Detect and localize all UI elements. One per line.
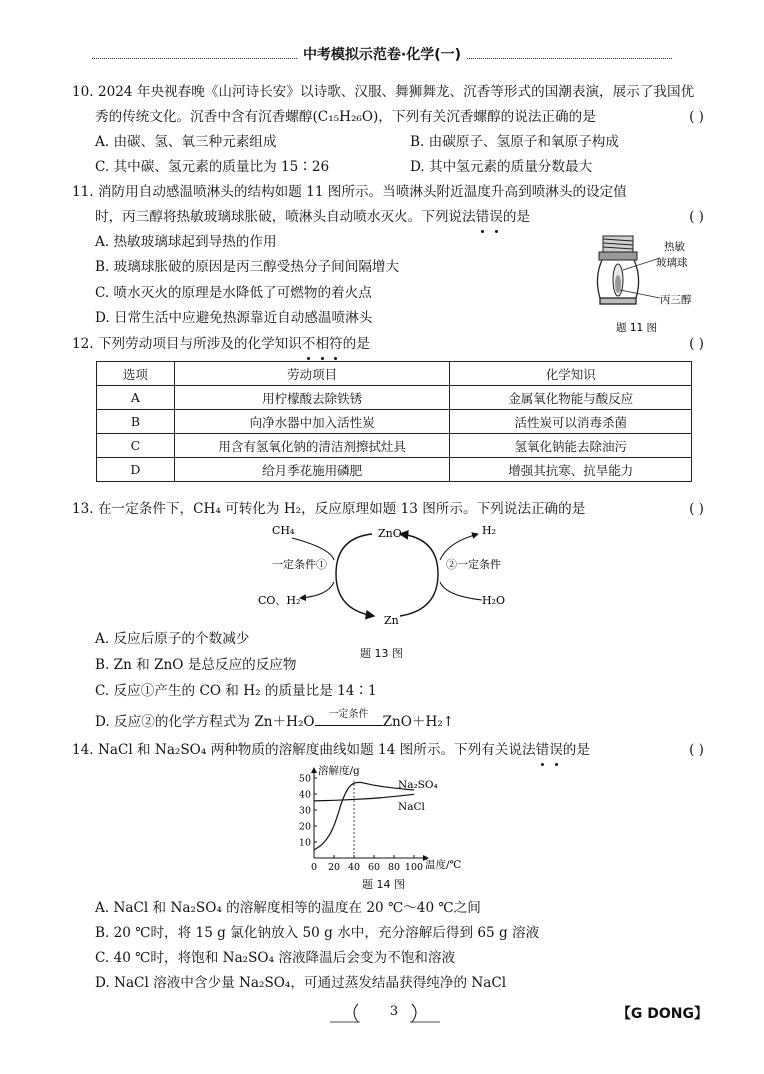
- emphasis-char: 错: [476, 205, 490, 230]
- series-label-na2so4: Na₂SO₄: [398, 779, 438, 791]
- reaction-condition-text: 一定条件: [328, 709, 369, 720]
- y-tick-label: 50: [298, 773, 311, 785]
- q14-line-1: [72, 738, 704, 763]
- q14-solubility-chart: [290, 764, 490, 894]
- q12-stem-emphasis: [302, 336, 343, 352]
- sprinkler-thread-icon: [599, 236, 637, 260]
- q13-option-d-pre: D. 反应②的化学方程式为 Zn＋H₂O: [95, 714, 315, 730]
- fig11-caption: 题 11 图: [616, 322, 658, 334]
- table-cell: 氢氧化钠能去除油污: [450, 434, 692, 458]
- header-dotted-rule-left: [92, 49, 297, 59]
- q11-emph-text: [476, 209, 503, 225]
- fig13-arrow-h2-out: [440, 534, 478, 560]
- fig13-arc-left: [336, 534, 374, 616]
- q11-option-a: A. 热敏玻璃球起到导热的作用: [95, 234, 277, 250]
- table-cell: 金属氧化物能与酸反应: [450, 386, 692, 410]
- table-cell: 用柠檬酸去除铁锈: [174, 386, 450, 410]
- q12-table: [96, 361, 692, 482]
- q14-stem-emphasis: [536, 742, 563, 758]
- table-cell: 用含有氢氧化钠的清洁剂擦拭灶具: [174, 434, 450, 458]
- y-tick-label: 20: [298, 821, 311, 833]
- table-header-cell: 化学知识: [450, 362, 692, 386]
- table-header-row: [97, 362, 692, 386]
- brand-mark: 【G DONG】: [616, 1006, 708, 1022]
- q13-cycle-diagram: [250, 520, 530, 640]
- question-12: [72, 332, 704, 357]
- table-row: [97, 434, 692, 458]
- table-cell: C: [97, 434, 175, 458]
- table-header-cell: 劳动项目: [174, 362, 450, 386]
- header-title: 中考模拟示范卷·化学(一): [302, 47, 462, 63]
- chart-y-axis-label: 溶解度/g: [318, 765, 360, 777]
- glass-bulb-icon: [613, 264, 623, 296]
- q11-stem-emphasis: [476, 209, 503, 225]
- q14-emph-text: [536, 742, 563, 758]
- question-10: [72, 80, 704, 130]
- q14-option-d: D. NaCl 溶液中含少量 Na₂SO₄，可通过蒸发结晶获得纯净的 NaCl: [95, 975, 507, 991]
- fig13-label-zn: Zn: [384, 614, 399, 627]
- q10-option-a: A. 由碳、氢、氧三种元素组成: [95, 134, 277, 150]
- y-tick-label: 10: [298, 837, 311, 849]
- q11-stem-pre: 时，丙三醇将热敏玻璃球胀破，喷淋头自动喷水灭火。下列说法: [95, 209, 476, 225]
- table-cell: 增强其抗寒、抗旱能力: [450, 458, 692, 482]
- q14-option-c: C. 40 ℃时，将饱和 Na₂SO₄ 溶液降温后会变为不饱和溶液: [95, 950, 456, 966]
- fig11-label-thermal: 热敏: [664, 241, 685, 253]
- q14-stem-pre: 14. NaCl 和 Na₂SO₄ 两种物质的溶解度曲线如题 14 图所示。下列有关说法: [72, 742, 536, 758]
- page-number: 3: [389, 1004, 399, 1019]
- reaction-condition-bar: [315, 725, 383, 726]
- table-cell: D: [97, 458, 175, 482]
- q10-stem: 秀的传统文化。沉香中含有沉香螺醇(C₁₅H₂₆O)，下列有关沉香螺醇的说法正确的是: [95, 109, 596, 125]
- chart-x-axis-label: 温度/℃: [425, 859, 462, 871]
- question-14: [72, 738, 704, 763]
- emphasis-char: 符: [329, 332, 343, 357]
- page-header: [92, 44, 672, 64]
- q11-stem-post: 的是: [502, 209, 530, 225]
- table-header-cell: 选项: [97, 362, 175, 386]
- fig13-label-cond2: ②一定条件: [446, 558, 501, 571]
- q10-line-2: [72, 105, 704, 130]
- header-dotted-rule-right: [467, 49, 672, 59]
- emphasis-char: 不: [302, 332, 316, 357]
- x-tick-label: 40: [347, 862, 361, 873]
- q11-sprinkler-figure: [590, 228, 710, 340]
- emphasis-char: 误: [489, 205, 503, 230]
- q13-option-c: C. 反应①产生的 CO 和 H₂ 的质量比是 14∶1: [95, 683, 377, 699]
- q12-emph-text: [302, 336, 343, 352]
- q10-option-b: B. 由碳原子、氢原子和氧原子构成: [410, 134, 619, 150]
- table-cell: B: [97, 410, 175, 434]
- q11-option-d: D. 日常生活中应避免热源靠近自动感温喷淋头: [95, 310, 373, 326]
- question-11: [72, 180, 704, 230]
- series-line-na2so4: [314, 782, 414, 850]
- table-cell: A: [97, 386, 175, 410]
- q14-stem-post: 的是: [562, 742, 590, 758]
- x-tick-label: 100: [404, 862, 424, 873]
- emphasis-char: 相: [315, 332, 329, 357]
- fig13-arrow-co-h2-out: [300, 582, 334, 598]
- q14-option-b: B. 20 ℃时，将 15 g 氯化钠放入 50 g 水中，充分溶解后得到 65 g 溶液: [95, 925, 540, 941]
- fig14-caption: 题 14 图: [362, 878, 405, 891]
- q12-stem-pre: 12. 下列劳动项目与所涉及的化学知识: [72, 336, 302, 352]
- q13-stem: 13. 在一定条件下，CH₄ 可转化为 H₂，反应原理如题 13 图所示。下列说法正确的是: [72, 501, 586, 517]
- fig13-label-ch4: CH₄: [272, 524, 295, 537]
- fig13-label-co-h2: CO、H₂: [258, 594, 301, 607]
- fig13-label-h2: H₂: [482, 524, 497, 537]
- reaction-condition: [315, 709, 383, 726]
- q12-line-1: [72, 332, 704, 357]
- series-line-nacl: [314, 794, 414, 801]
- series-label-nacl: NaCl: [398, 801, 425, 813]
- fig13-label-zno: ZnO: [378, 527, 402, 540]
- q10-line-1: 10. 2024 年央视春晚《山河诗长安》以诗歌、汉服、舞狮舞龙、沉香等形式的国潮表演，展示了我国优: [72, 84, 695, 100]
- q13-option-b: B. Zn 和 ZnO 是总反应的反应物: [95, 657, 297, 673]
- x-tick-label: 60: [367, 862, 381, 873]
- q10-option-c: C. 其中碳、氢元素的质量比为 15∶26: [95, 159, 330, 175]
- q10-option-d: D. 其中氢元素的质量分数最大: [410, 159, 593, 175]
- glycerol-leader-line: [620, 290, 660, 298]
- question-13: [72, 497, 704, 522]
- q13-option-d-post: ZnO＋H₂↑: [382, 714, 455, 730]
- chart-series: [314, 782, 414, 850]
- q13-option-d: [95, 710, 454, 735]
- x-tick-label: 80: [387, 862, 401, 873]
- fig13-arc-right: [400, 534, 438, 616]
- emphasis-char: 误: [549, 738, 563, 763]
- q11-line-1: 11. 消防用自动感温喷淋头的结构如题 11 图所示。当喷淋头附近温度升高到喷淋头的设定值: [72, 184, 627, 200]
- fig13-label-h2o: H₂O: [482, 594, 506, 607]
- q10-answer-paren: ( ): [689, 109, 704, 125]
- fig13-arrow-ch4-in: [292, 538, 334, 560]
- table-row: [97, 410, 692, 434]
- y-tick-label: 40: [298, 789, 311, 801]
- q13-line-1: [72, 497, 704, 522]
- q14-answer-paren: ( ): [689, 742, 704, 758]
- fig13-caption: 题 13 图: [360, 647, 403, 660]
- q12-answer-paren: ( ): [689, 336, 704, 352]
- table-cell: 给月季花施用磷肥: [174, 458, 450, 482]
- table-row: [97, 458, 692, 482]
- emphasis-char: 错: [536, 738, 550, 763]
- y-tick-label: 30: [298, 805, 311, 817]
- q11-option-b: B. 玻璃球胀破的原因是丙三醇受热分子间间隔增大: [95, 259, 400, 275]
- x-tick-label: 20: [327, 862, 341, 873]
- fig13-arrow-h2o-in: [440, 582, 482, 600]
- fig11-label-bulb: 玻璃球: [656, 257, 688, 269]
- table-row: [97, 386, 692, 410]
- q12-stem-post: 的是: [342, 336, 370, 352]
- q11-option-c: C. 喷水灭火的原理是水降低了可燃物的着火点: [95, 285, 372, 301]
- q14-option-a: A. NaCl 和 Na₂SO₄ 的溶解度相等的温度在 20 ℃～40 ℃之间: [95, 900, 481, 916]
- fig13-label-cond1: 一定条件①: [272, 558, 327, 571]
- q13-option-a: A. 反应后原子的个数减少: [95, 631, 250, 647]
- table-cell: 活性炭可以消毒杀菌: [450, 410, 692, 434]
- q11-answer-paren: ( ): [689, 209, 704, 225]
- fig11-label-glycerol: 丙三醇: [660, 294, 692, 306]
- table-cell: 向净水器中加入活性炭: [174, 410, 450, 434]
- q13-answer-paren: ( ): [689, 501, 704, 517]
- chart-origin-label: 0: [310, 862, 318, 873]
- q11-line-2: [72, 205, 704, 230]
